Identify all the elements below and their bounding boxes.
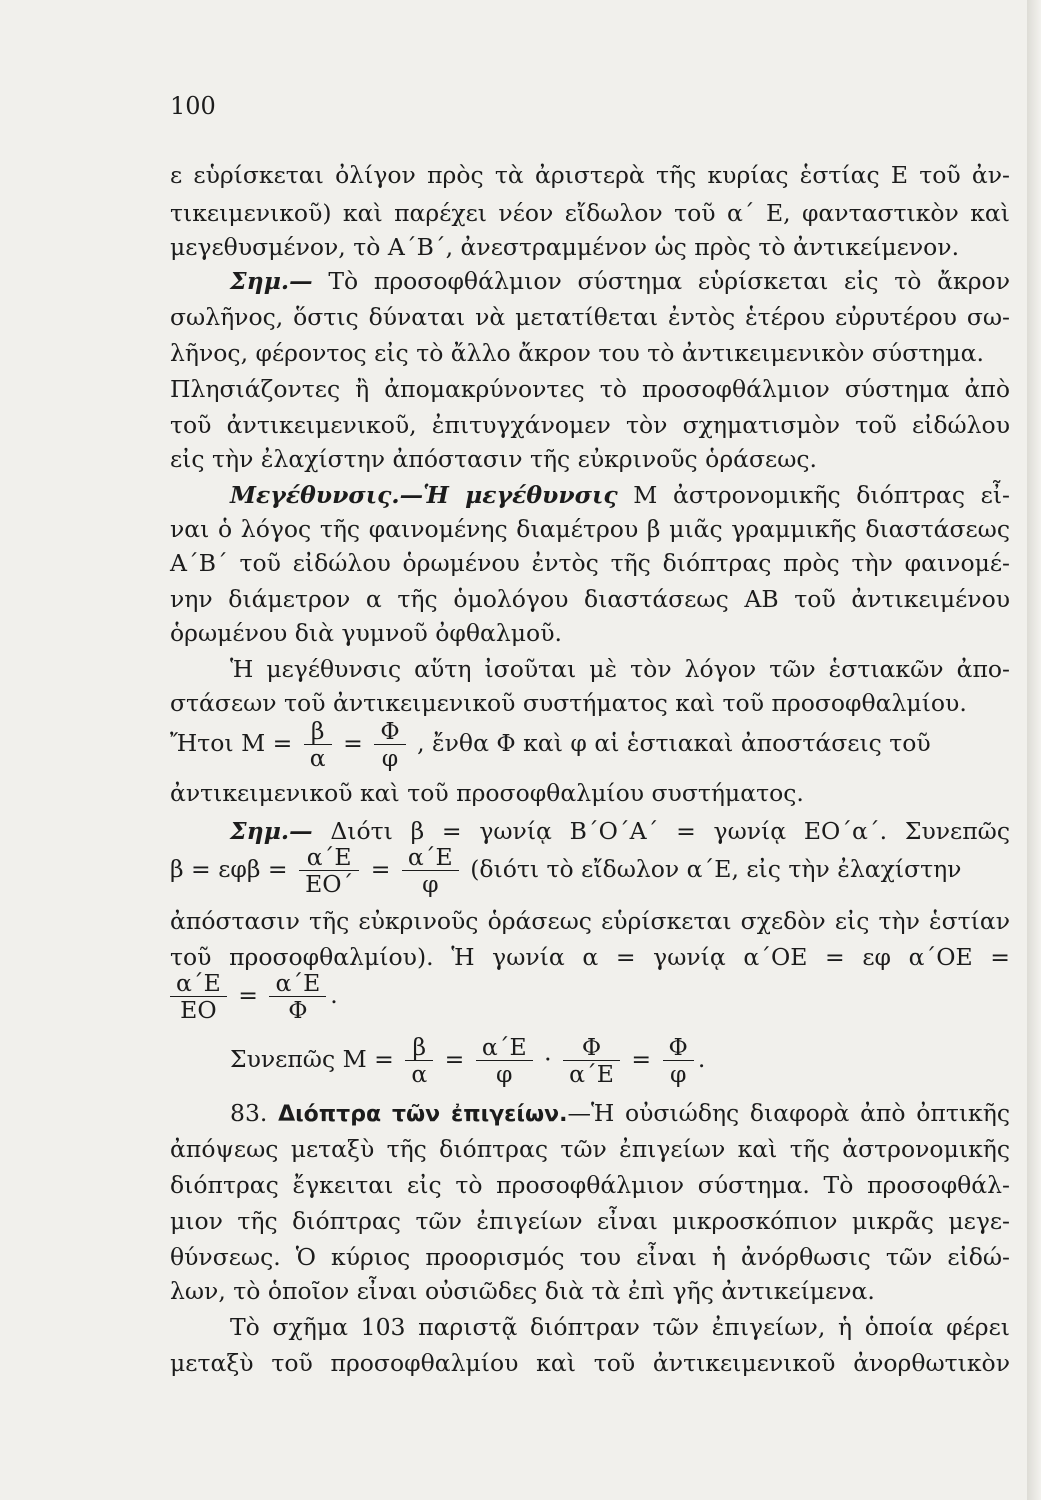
eq-sign: · [544, 1045, 552, 1073]
eq-text: . [697, 1045, 706, 1073]
text-line: θύνσεως. Ὁ κύριος προορισμός του εἶναι ἡ ἀνόρθωσις τῶν εἰδώ- [170, 1243, 1010, 1271]
eq-sign: = [370, 855, 391, 883]
fraction [299, 844, 359, 897]
section-number: 83. [230, 1099, 268, 1127]
text-line: λων, τὸ ὁποῖον εἶναι οὐσιῶδες διὰ τὰ ἐπὶ γῆς ἀντικείμενα. [170, 1277, 875, 1305]
fraction-numerator: β [405, 1034, 433, 1061]
fraction-denominator: φ [422, 870, 439, 898]
fraction [563, 1034, 620, 1087]
section-label: Μεγέθυνσις.— [230, 481, 424, 509]
fraction-denominator: φ [496, 1060, 513, 1088]
fraction-numerator: Φ [374, 718, 405, 745]
equation-beta [170, 844, 1010, 897]
fraction-denominator: Φ [288, 996, 308, 1024]
fraction [476, 1034, 533, 1087]
fraction-denominator: α [411, 1060, 428, 1088]
text-line: Ἡ μεγέθυνσις αὕτη ἰσοῦται μὲ τὸν λόγον τῶν ἑστιακῶν ἀπο- [230, 655, 1010, 683]
fraction-denominator: ΕΟ [180, 996, 217, 1024]
fraction [374, 718, 405, 771]
fraction-numerator: α΄Ε [476, 1034, 533, 1061]
equation-magnification-derived [230, 1034, 1041, 1087]
section-83-heading [230, 1096, 1010, 1132]
page-number: 100 [170, 92, 216, 120]
eq-sign: = [343, 729, 363, 757]
text-line: λῆνος, φέροντος εἰς τὸ ἄλλο ἄκρον του τὸ ἀντικειμενικὸν σύστημα. [170, 339, 984, 367]
eq-text: Συνεπῶς Μ = [230, 1045, 394, 1073]
fraction-numerator: α΄Ε [402, 844, 459, 871]
fraction-numerator: Φ [663, 1034, 694, 1061]
text-line: μεταξὺ τοῦ προσοφθαλμίου καὶ τοῦ ἀντικειμενικοῦ ἀνορθωτικὸν [170, 1349, 1010, 1377]
fraction-denominator: α΄Ε [569, 1060, 614, 1088]
fraction-denominator: α [309, 744, 326, 772]
text-line: Τὸ προσοφθάλμιον σύστημα εὑρίσκεται εἰς τὸ ἄκρον [328, 267, 1010, 295]
text-line: νην διάμετρον α τῆς ὁμολόγου διαστάσεως ΑΒ τοῦ ἀντικειμένου [170, 585, 1010, 613]
text-line: μεγεθυσμένον, τὸ Α΄Β΄, ἀνεστραμμένον ὡς πρὸς τὸ ἀντικείμενον. [170, 233, 960, 261]
fraction [663, 1034, 694, 1087]
page-edge-shadow [1027, 0, 1041, 1500]
text-line: ἀντικειμενικοῦ καὶ τοῦ προσοφθαλμίου συστήματος. [170, 779, 804, 807]
fraction-numerator: β [304, 718, 332, 745]
text-line: διόπτρας ἔγκειται εἰς τὸ προσοφθάλμιον σύστημα. Τὸ προσοφθάλ- [170, 1171, 1010, 1199]
term-label: Ἡ μεγέθυνσις [423, 481, 618, 509]
text-line: ἀπόψεως μεταξὺ τῆς διόπτρας τῶν ἐπιγείων καὶ τῆς ἀστρονομικῆς [170, 1135, 1010, 1163]
fraction [269, 970, 326, 1023]
fraction-denominator: φ [381, 744, 399, 772]
note-label: Σημ.— [230, 817, 313, 845]
text-line: Τὸ σχῆμα 103 παριστᾷ διόπτραν τῶν ἐπιγείων, ἡ ὁποία φέρει [230, 1313, 1010, 1341]
fraction-denominator: ΕΟ΄ [305, 870, 354, 898]
magnification-paragraph [230, 478, 1010, 512]
equation-alpha [170, 970, 1010, 1023]
eq-sign: = [238, 981, 258, 1009]
text-line: στάσεων τοῦ ἀντικειμενικοῦ συστήματος καὶ τοῦ προσοφθαλμίου. [170, 689, 967, 717]
note-label: Σημ.— [230, 267, 313, 295]
eq-text: Ἤτοι Μ = [170, 729, 293, 757]
fraction-numerator: α΄Ε [170, 970, 227, 997]
text-line: τικειμενικοῦ) καὶ παρέχει νέον εἴδωλον τοῦ α΄ Ε, φανταστικὸν καὶ [170, 199, 1010, 227]
note-paragraph [230, 264, 1010, 298]
fraction [405, 1034, 433, 1087]
eq-sign: = [631, 1045, 652, 1073]
fraction-numerator: α΄Ε [269, 970, 326, 997]
text-line: Μ ἀστρονομικῆς διόπτρας εἶ- [633, 481, 1010, 509]
equation-magnification [170, 718, 1010, 771]
eq-text: . [330, 981, 338, 1009]
fraction-denominator: φ [669, 1060, 687, 1088]
text-line: ε εὑρίσκεται ὀλίγον πρὸς τὰ ἀριστερὰ τῆς κυρίας ἑστίας Ε τοῦ ἀν- [170, 161, 1010, 189]
eq-text: , ἔνθα Φ καὶ φ αἱ ἑστιακαὶ ἀποστάσεις τοῦ [417, 729, 931, 757]
text-line: Πλησιάζοντες ἢ ἀπομακρύνοντες τὸ προσοφθάλμιον σύστημα ἀπὸ [170, 375, 1010, 403]
text-line: ὁρωμένου διὰ γυμνοῦ ὀφθαλμοῦ. [170, 619, 562, 647]
text-line: ἀπόστασιν τῆς εὐκρινοῦς ὁράσεως εὑρίσκεται σχεδὸν εἰς τὴν ἑστίαν [170, 907, 1010, 935]
text-line: σωλῆνος, ὅστις δύναται νὰ μετατίθεται ἐντὸς ἑτέρου εὐρυτέρου σω- [170, 303, 1010, 331]
text-line: τοῦ ἀντικειμενικοῦ, ἐπιτυγχάνομεν τὸν σχηματισμὸν τοῦ εἰδώλου [170, 411, 1010, 439]
fraction-numerator: α΄Ε [299, 844, 359, 871]
text-line: εἰς τὴν ἐλαχίστην ἀπόστασιν τῆς εὐκρινοῦς ὁράσεως. [170, 445, 818, 473]
fraction-numerator: Φ [563, 1034, 620, 1061]
fraction [402, 844, 459, 897]
fraction [170, 970, 227, 1023]
text-line: ναι ὁ λόγος τῆς φαινομένης διαμέτρου β μιᾶς γραμμικῆς διαστάσεως [170, 515, 1010, 543]
text-line: τοῦ προσοφθαλμίου). Ἡ γωνία α = γωνίᾳ α΄ΟΕ = εφ α΄ΟΕ = [170, 943, 1010, 971]
eq-text: β = εφβ = [170, 855, 288, 883]
fraction [304, 718, 332, 771]
eq-sign: = [444, 1045, 465, 1073]
section-title: Διόπτρα τῶν ἐπιγείων. [278, 1102, 568, 1127]
text-line: Α΄Β΄ τοῦ εἰδώλου ὁρωμένου ἐντὸς τῆς διόπτρας πρὸς τὴν φαινομέ- [170, 549, 1010, 577]
text-line: —Ἡ οὐσιώδης διαφορὰ ἀπὸ ὀπτικῆς [567, 1099, 1010, 1127]
eq-text: (διότι τὸ εἴδωλον α΄Ε, εἰς τὴν ἐλαχίστην [470, 855, 962, 883]
text-line: μιον τῆς διόπτρας τῶν ἐπιγείων εἶναι μικροσκόπιον μικρᾶς μεγε- [170, 1207, 1010, 1235]
text-line: Διότι β = γωνίᾳ Β΄Ο΄Α΄ = γωνίᾳ ΕΟ΄α΄. Συνεπῶς [330, 817, 1010, 845]
